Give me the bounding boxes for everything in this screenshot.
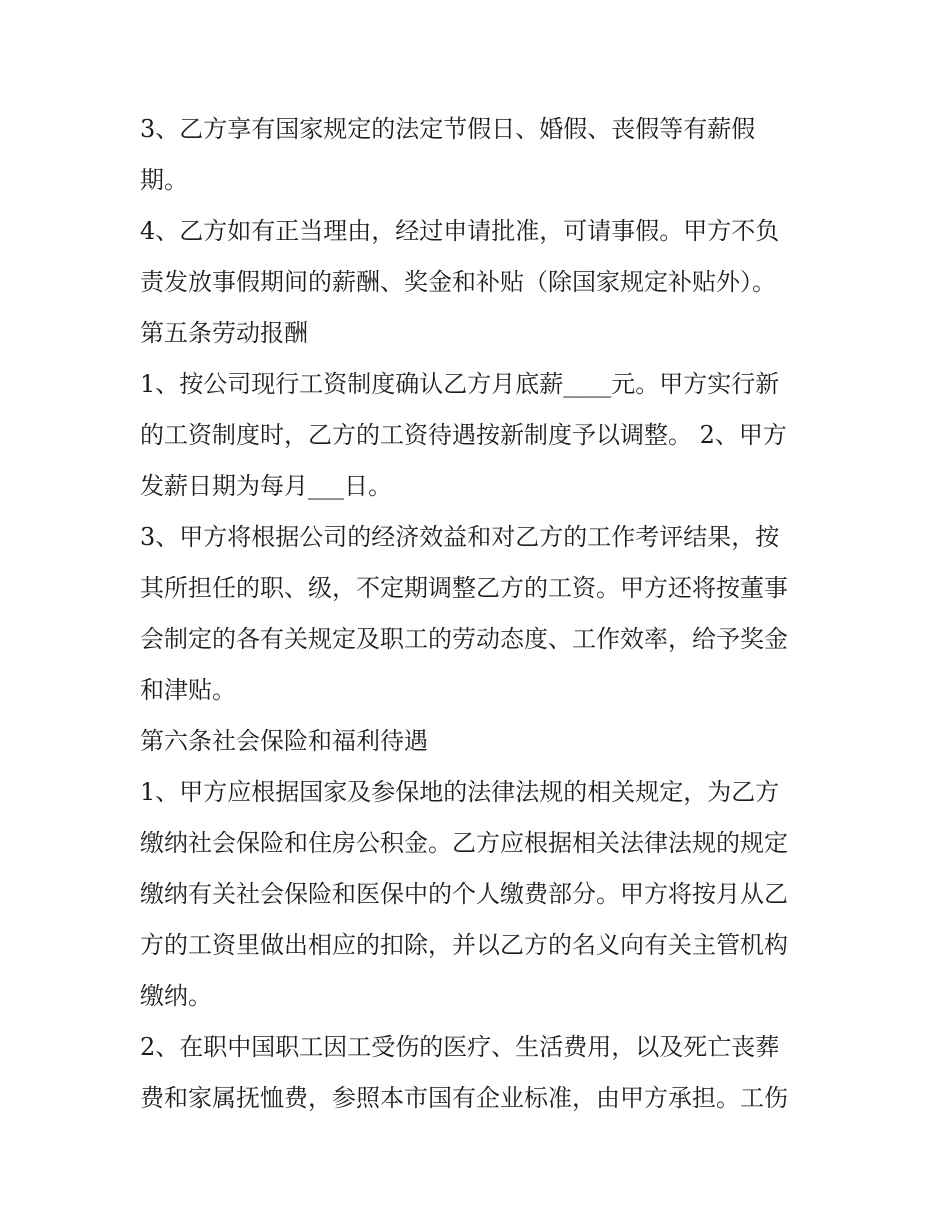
text-line: 1、甲方应根据国家及参保地的法律法规的相关规定，为乙方 — [140, 778, 780, 806]
text-line: 2、在职中国职工因工受伤的医疗、生活费用，以及死亡丧葬 — [140, 1033, 780, 1061]
text-line: 责发放事假期间的薪酬、奖金和补贴（除国家规定补贴外）。 — [140, 268, 776, 296]
clause-6-2-work-injury — [140, 1022, 820, 1124]
text-line: 缴纳社会保险和住房公积金。乙方应根据相关法律法规的规定 — [140, 829, 788, 857]
text-line: 缴纳。 — [140, 982, 212, 1010]
clause-4-4-personal-leave — [140, 206, 820, 308]
text-line: 会制定的各有关规定及职工的劳动态度、工作效率，给予奖金 — [140, 625, 788, 653]
clause-5-3-salary-adjustment — [140, 512, 820, 716]
article-5-heading: 第五条劳动报酬 — [140, 319, 308, 347]
text-line: 和津贴。 — [140, 676, 236, 704]
clause-5-1-base-salary — [140, 359, 820, 512]
text-line: 其所担任的职、级，不定期调整乙方的工资。甲方还将按董事 — [140, 574, 788, 602]
text-line: 发薪日期为每月___日。 — [140, 472, 392, 500]
text-line: 缴纳有关社会保险和医保中的个人缴费部分。甲方将按月从乙 — [140, 880, 788, 908]
clause-4-3-holidays — [140, 104, 820, 206]
text-line: 1、按公司现行工资制度确认乙方月底薪____元。甲方实行新 — [140, 370, 780, 398]
text-line: 3、乙方享有国家规定的法定节假日、婚假、丧假等有薪假 — [140, 115, 756, 143]
article-6-heading: 第六条社会保险和福利待遇 — [140, 727, 428, 755]
text-line: 方的工资里做出相应的扣除，并以乙方的名义向有关主管机构 — [140, 931, 788, 959]
clause-6-1-social-insurance — [140, 767, 820, 1022]
text-line: 3、甲方将根据公司的经济效益和对乙方的工作考评结果，按 — [140, 523, 780, 551]
text-line: 费和家属抚恤费，参照本市国有企业标准，由甲方承担。工伤 — [140, 1084, 788, 1112]
text-line: 4、乙方如有正当理由，经过申请批准，可请事假。甲方不负 — [140, 217, 780, 245]
document-body — [140, 104, 820, 1124]
text-line: 的工资制度时，乙方的工资待遇按新制度予以调整。 2、甲方 — [140, 421, 787, 449]
text-line: 期。 — [140, 166, 188, 194]
